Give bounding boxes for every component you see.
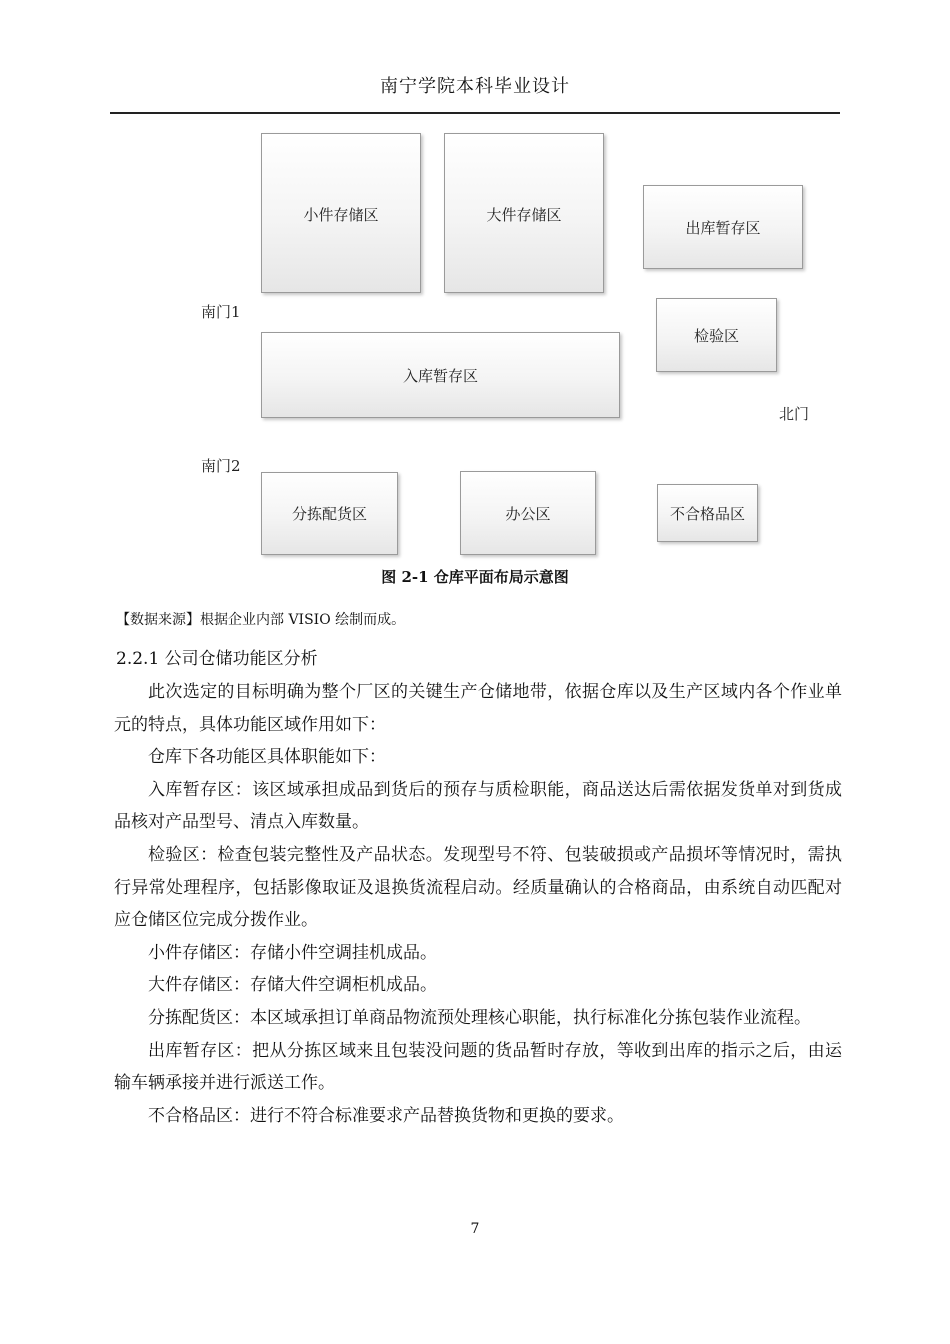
header-divider: [110, 112, 840, 114]
zone-outbound-staging: 出库暂存区: [643, 185, 803, 269]
section-heading: 2.2.1 公司仓储功能区分析: [116, 649, 318, 669]
paragraph: 分拣配货区：本区域承担订单商品物流预处理核心职能，执行标准化分拣包装作业流程。: [148, 1007, 811, 1028]
paragraph: 大件存储区：存储大件空调柜机成品。: [148, 975, 437, 996]
paragraph: 出库暂存区：把从分拣区域来且包装没问题的货品暂时存放，等收到出库的指示之后，由运输车辆承接并进行派送工作。: [114, 1040, 842, 1094]
zone-defective: 不合格品区: [657, 484, 758, 542]
zone-office: 办公区: [460, 471, 596, 555]
zone-small-storage: 小件存储区: [261, 133, 421, 293]
zone-large-storage: 大件存储区: [444, 133, 604, 293]
zone-inspection: 检验区: [656, 298, 777, 372]
figure-caption: 图 2-1 仓库平面布局示意图: [381, 568, 569, 586]
door-label-north: 北门: [779, 405, 810, 423]
paragraph: 入库暂存区：该区域承担成品到货后的预存与质检职能，商品送达后需依据发货单对到货成品核对产品型号、清点入库数量。: [114, 779, 842, 833]
paragraph: 检验区：检查包装完整性及产品状态。发现型号不符、包装破损或产品损坏等情况时，需执行异常处理程序，包括影像取证及退换货流程启动。经质量确认的合格商品，由系统自动匹配对应仓储区位完成分拨作业。: [114, 844, 842, 931]
page-header-title: 南宁学院本科毕业设计: [380, 76, 570, 97]
paragraph: 不合格品区：进行不符合标准要求产品替换货物和更换的要求。: [148, 1105, 624, 1126]
paragraph: 小件存储区：存储小件空调挂机成品。: [148, 942, 437, 963]
paragraph: 此次选定的目标明确为整个厂区的关键生产仓储地带，依据仓库以及生产区域内各个作业单元的特点，具体功能区域作用如下：: [114, 682, 842, 735]
zone-inbound-staging: 入库暂存区: [261, 332, 620, 418]
body-text: [114, 676, 842, 1132]
zone-picking: 分拣配货区: [261, 472, 398, 555]
door-label-south-1: 南门1: [201, 303, 241, 321]
paragraph: 仓库下各功能区具体职能如下：: [148, 747, 386, 768]
door-label-south-2: 南门2: [201, 457, 241, 475]
data-source-note: 【数据来源】根据企业内部 VISIO 绘制而成。: [116, 612, 406, 628]
page-number: 7: [470, 1221, 480, 1237]
